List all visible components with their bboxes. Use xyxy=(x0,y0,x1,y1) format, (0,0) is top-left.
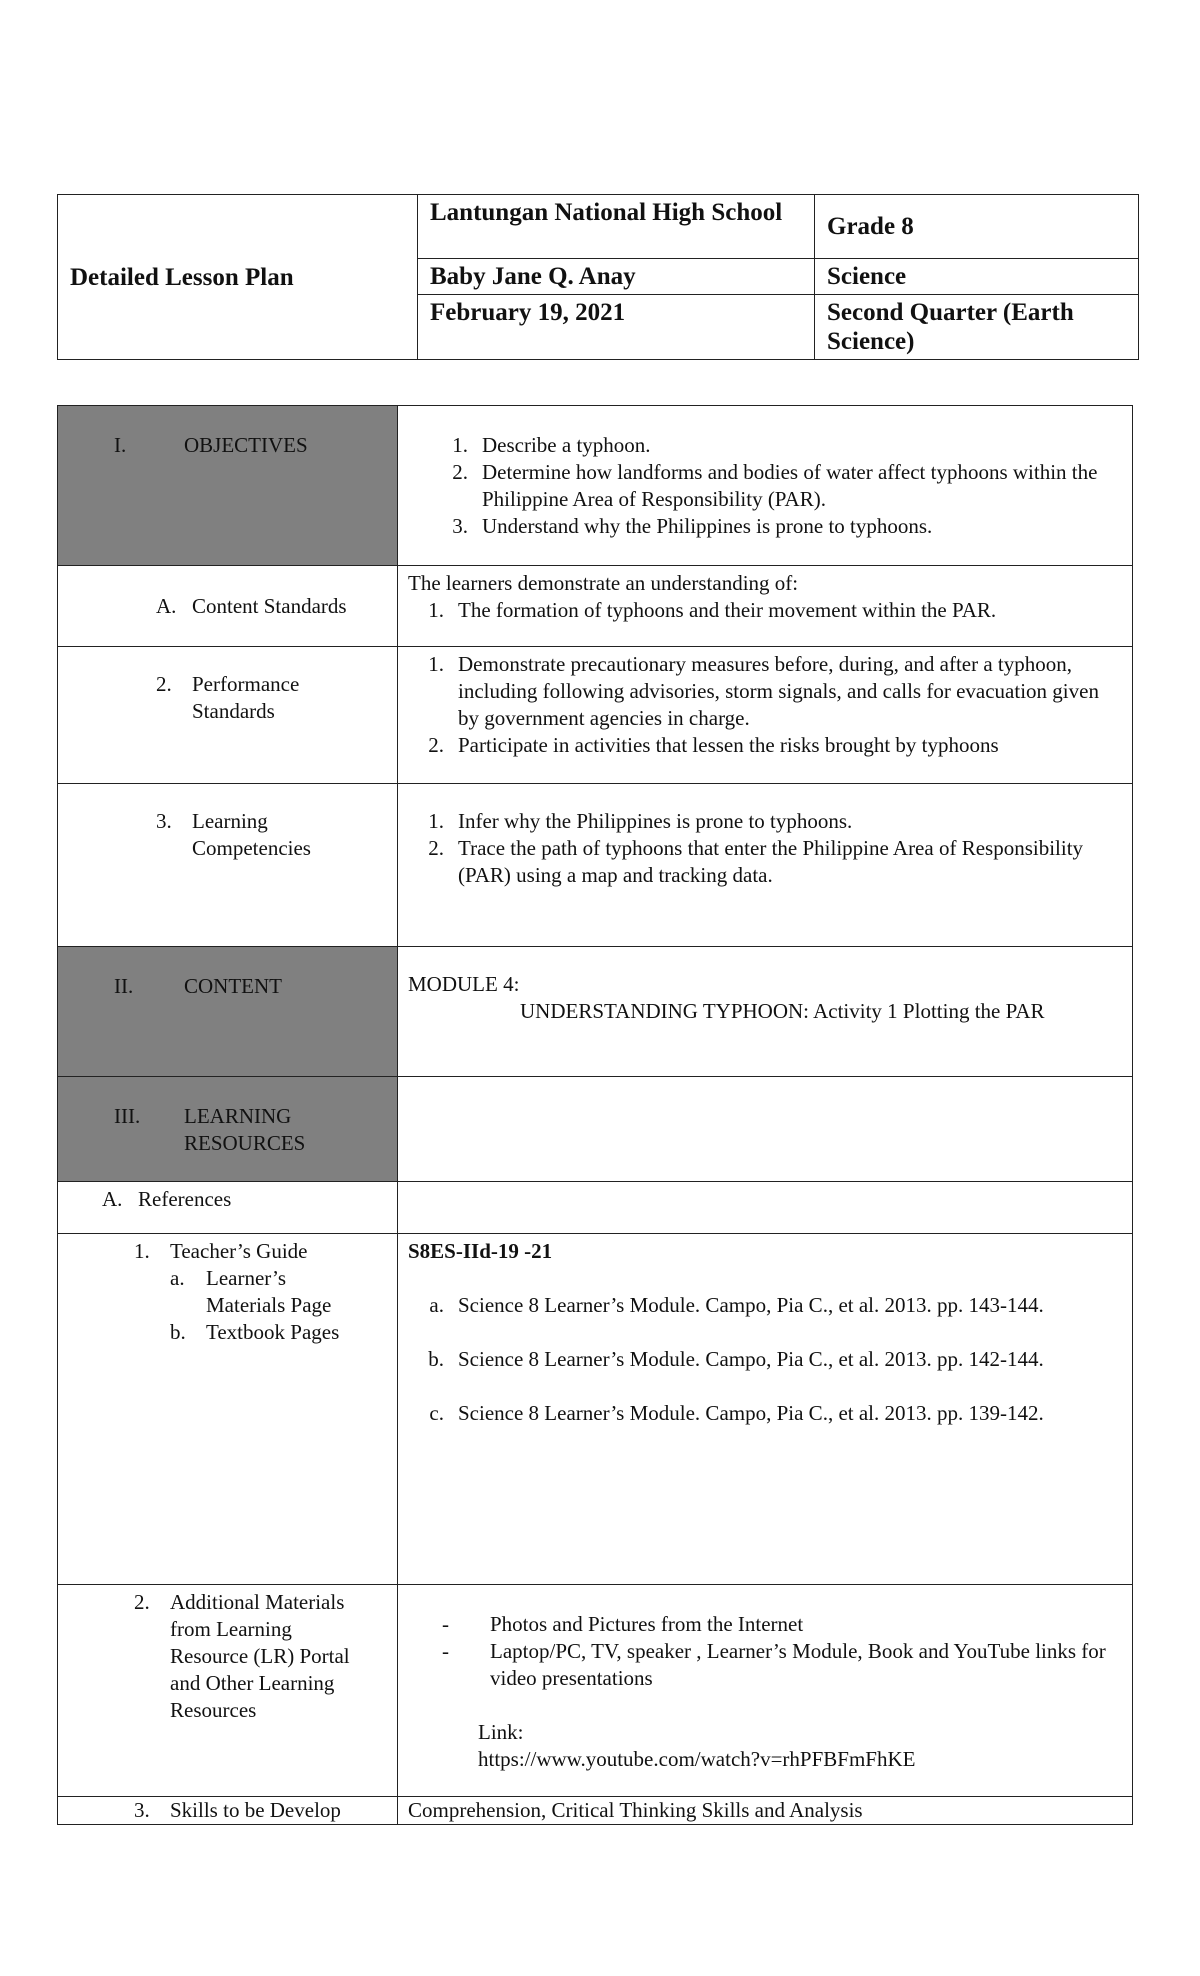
section-number: 1. xyxy=(134,1239,150,1263)
bullet-dash: - xyxy=(442,1612,449,1636)
list-item: Photos and Pictures from the Internet xyxy=(490,1612,804,1636)
teachers-guide-cell xyxy=(398,1234,1133,1585)
section-label: OBJECTIVES xyxy=(184,433,308,457)
section-number: 3. xyxy=(156,809,172,833)
bullet-dash: - xyxy=(442,1639,449,1663)
grade-level: Grade 8 xyxy=(815,195,1139,259)
section-number: II. xyxy=(114,974,134,998)
sub-item: Textbook Pages xyxy=(206,1320,340,1344)
section-label: Teacher’s Guide xyxy=(170,1239,308,1263)
additional-materials-label-cell xyxy=(58,1585,398,1797)
list-item: Science 8 Learner’s Module. Campo, Pia C., et al. 2013. pp. 142-144. xyxy=(458,1347,1044,1371)
section-label: Skills to be Develop xyxy=(170,1798,341,1822)
list-item-number: 1. xyxy=(428,809,444,833)
quarter-label: Second Quarter (Earth Science) xyxy=(815,295,1139,360)
section-label: Learning Competencies xyxy=(192,809,311,860)
references-cell xyxy=(398,1182,1133,1234)
skills-label-cell xyxy=(58,1797,398,1825)
list-item: Trace the path of typhoons that enter the Philippine Area of Responsibility (PAR) using a map and tracking data. xyxy=(458,836,1084,887)
section-number: 3. xyxy=(134,1798,150,1822)
lesson-plan-table xyxy=(57,405,1133,1825)
link-label: Link: xyxy=(478,1720,524,1744)
list-item: The formation of typhoons and their movement within the PAR. xyxy=(458,598,997,622)
sub-item-letter: b. xyxy=(170,1320,186,1344)
header-table xyxy=(57,194,1139,360)
section-label: CONTENT xyxy=(184,974,282,998)
section-number: III. xyxy=(114,1104,141,1128)
list-item-number: 2. xyxy=(428,733,444,757)
additional-materials-cell xyxy=(398,1585,1133,1797)
list-item-number: 2. xyxy=(428,836,444,860)
list-item-letter: a. xyxy=(429,1293,444,1317)
section-number: I. xyxy=(114,433,127,457)
subject-name: Science xyxy=(815,259,1139,295)
list-item: Understand why the Philippines is prone to typhoons. xyxy=(482,514,933,538)
list-item: Science 8 Learner’s Module. Campo, Pia C., et al. 2013. pp. 139-142. xyxy=(458,1401,1044,1425)
video-link[interactable]: https://www.youtube.com/watch?v=rhPFBFmFhKE xyxy=(478,1747,916,1771)
teacher-name: Baby Jane Q. Anay xyxy=(418,259,815,295)
learning-competencies-cell xyxy=(398,784,1133,947)
skills-cell: Comprehension, Critical Thinking Skills and Analysis xyxy=(398,1797,1133,1825)
list-item: Laptop/PC, TV, speaker , Learner’s Module, Book and YouTube links for video presentations xyxy=(490,1639,1106,1690)
list-item-number: 2. xyxy=(452,460,468,484)
doc-title: Detailed Lesson Plan xyxy=(58,195,418,360)
competency-code: S8ES-IId-19 -21 xyxy=(408,1239,553,1263)
list-item: Demonstrate precautionary measures before, during, and after a typhoon, including following advisories, storm signals, and calls for evacuation given by government agencies in charge. xyxy=(458,652,1099,730)
school-name: Lantungan National High School xyxy=(418,195,815,259)
performance-standards-cell xyxy=(398,647,1133,784)
content-heading-cell xyxy=(58,947,398,1077)
list-item-number: 1. xyxy=(452,433,468,457)
section-number: A. xyxy=(102,1187,123,1211)
lesson-date: February 19, 2021 xyxy=(418,295,815,360)
objectives-list xyxy=(398,406,1133,566)
list-item: Describe a typhoon. xyxy=(482,433,651,457)
section-number: 2. xyxy=(156,672,172,696)
learning-resources-cell xyxy=(398,1077,1133,1182)
list-item: Determine how landforms and bodies of water affect typhoons within the Philippine Area of Responsibility (PAR). xyxy=(482,460,1098,511)
module-title: UNDERSTANDING TYPHOON: Activity 1 Plotting the PAR xyxy=(520,999,1045,1023)
list-item-number: 3. xyxy=(452,514,468,538)
objectives-heading-cell xyxy=(58,406,398,566)
list-item-number: 1. xyxy=(428,598,444,622)
teachers-guide-label-cell xyxy=(58,1234,398,1585)
references-label-cell xyxy=(58,1182,398,1234)
learning-competencies-label-cell xyxy=(58,784,398,947)
list-item: Participate in activities that lessen the risks brought by typhoons xyxy=(458,733,999,757)
list-item: Infer why the Philippines is prone to typhoons. xyxy=(458,809,853,833)
section-label: Performance Standards xyxy=(192,672,300,723)
sub-item: Learner’s Materials Page xyxy=(206,1266,332,1317)
performance-standards-label-cell xyxy=(58,647,398,784)
list-item-letter: c. xyxy=(429,1401,444,1425)
content-standards-cell xyxy=(398,566,1133,647)
content-standards-label-cell xyxy=(58,566,398,647)
section-label: LEARNING RESOURCES xyxy=(184,1104,306,1155)
module-label: MODULE 4: xyxy=(408,972,520,996)
section-number: 2. xyxy=(134,1590,150,1614)
content-standards-intro: The learners demonstrate an understanding of: xyxy=(408,571,799,595)
list-item: Science 8 Learner’s Module. Campo, Pia C., et al. 2013. pp. 143-144. xyxy=(458,1293,1044,1317)
content-cell xyxy=(398,947,1133,1077)
section-label: Content Standards xyxy=(192,593,347,618)
list-item-number: 1. xyxy=(428,652,444,676)
section-number: A. xyxy=(156,593,177,618)
learning-resources-heading-cell xyxy=(58,1077,398,1182)
list-item-letter: b. xyxy=(428,1347,444,1371)
section-label: Additional Materials from Learning Resource (LR) Portal and Other Learning Resources xyxy=(170,1590,350,1722)
sub-item-letter: a. xyxy=(170,1266,185,1290)
section-label: References xyxy=(138,1187,232,1211)
